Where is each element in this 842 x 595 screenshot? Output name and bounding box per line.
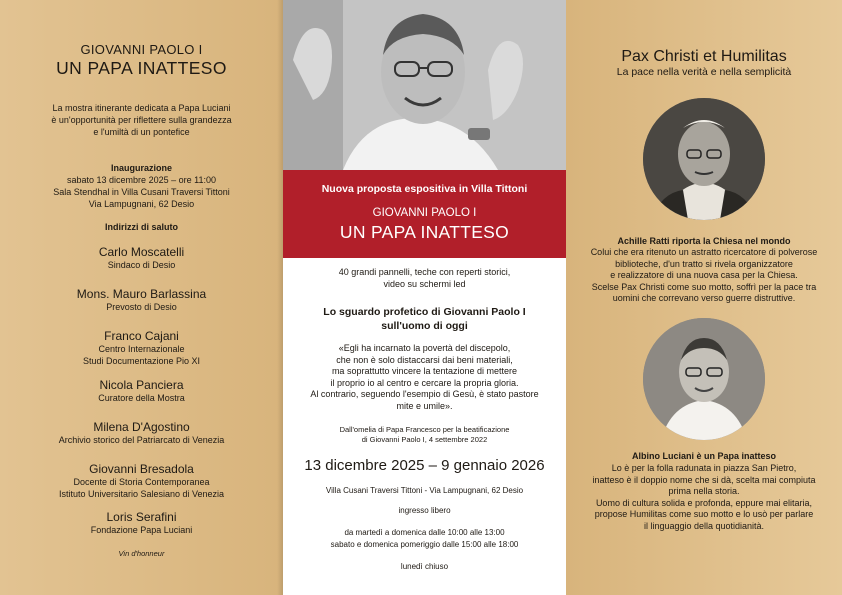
admission-note: ingresso libero <box>398 506 451 515</box>
luciani-heading: Albino Luciani è un Papa inatteso <box>631 451 777 461</box>
speaker-item: Franco Cajani Centro Internazionale Studi Documentazione Pio XI <box>82 329 201 366</box>
exhibit-description: 40 grandi pannelli, teche con reperti storici, video su schermi led <box>338 267 511 289</box>
exhibit-subtitle: Lo sguardo profetico di Giovanni Paolo I sull'uomo di oggi <box>323 306 526 332</box>
portrait-albino-luciani <box>643 318 765 440</box>
left-panel <box>0 0 283 595</box>
speaker-item: Loris Serafini Fondazione Papa Luciani <box>90 510 193 535</box>
pope-photo-icon <box>283 0 566 170</box>
speaker-item: Nicola Panciera Curatore della Mostra <box>98 378 185 403</box>
speaker-item: Mons. Mauro Barlassina Prevosto di Desio <box>76 287 207 312</box>
right-title: Pax Christi et Humilitas <box>621 48 787 65</box>
banner-name: GIOVANNI PAOLO I <box>372 207 477 219</box>
right-panel <box>566 0 842 595</box>
ratti-text: Colui che era ritenuto un astratto ricercatore di polverose biblioteche, d'un tratto si rivela organizzatore e realizzatore di una nuova casa per la Chiesa. Scelse Pax Christi come suo motto, soffrì per la pace tra uomini che correvano verso guerre distruttive. <box>590 247 818 303</box>
left-kicker: GIOVANNI PAOLO I <box>80 42 203 57</box>
left-title: UN PAPA INATTESO <box>56 58 227 78</box>
center-panel <box>283 0 566 595</box>
left-intro: La mostra itinerante dedicata a Papa Luciani è un'opportunità per riflettere sulla grandezza e l'umiltà di un pontefice <box>51 103 232 137</box>
greetings-heading: Indirizzi di saluto <box>104 222 178 232</box>
pope-photo <box>283 0 566 170</box>
portrait-luciani-icon <box>643 318 765 440</box>
opening-hours: da martedì a domenica dalle 10:00 alle 13:00 sabato e domenica pomeriggio dalle 15:00 alle 18:00 <box>330 528 519 549</box>
ratti-heading: Achille Ratti riporta la Chiesa nel mondo <box>617 236 791 246</box>
speaker-item: Carlo Moscatelli Sindaco di Desio <box>98 245 185 270</box>
banner-kicker: Nuova proposta espositiva in Villa Tittoni <box>321 183 528 195</box>
closed-day: lunedì chiuso <box>400 562 449 571</box>
speaker-item: Giovanni Bresadola Docente di Storia Contemporanea Istituto Universitario Salesiano di Venezia <box>58 462 225 499</box>
exhibit-venue: Villa Cusani Traversi Tittoni - Via Lampugnani, 62 Desio <box>325 486 524 495</box>
red-banner <box>283 170 566 258</box>
inauguration-heading: Inaugurazione <box>110 163 172 173</box>
exhibit-dates: 13 dicembre 2025 – 9 gennaio 2026 <box>304 457 545 474</box>
speaker-list <box>0 245 283 552</box>
portrait-ratti-icon <box>643 98 765 220</box>
quote-source: Dall'omelia di Papa Francesco per la beatificazione di Giovanni Paolo I, 4 settembre 2022 <box>339 425 510 444</box>
portrait-achille-ratti <box>643 98 765 220</box>
vin-dhonneur-note: Vin d'honneur <box>118 549 165 558</box>
homily-quote: «Egli ha incarnato la povertà del discepolo, che non è solo distaccarsi dai beni materiali, ma soprattutto vincere la tentazione di mettere il proprio io al centro e cercare la propria gloria. Al contrario, seguendo l'esempio di Gesù, è stato pastore mite e umile». <box>310 343 539 411</box>
banner-title: UN PAPA INATTESO <box>339 222 510 242</box>
inauguration-block: Inaugurazione sabato 13 dicembre 2025 – ore 11:00 Sala Stendhal in Villa Cusani Traversi Tittoni Via Lampugnani, 62 Desio <box>0 162 283 210</box>
luciani-text: Lo è per la folla radunata in piazza San Pietro, inatteso è il doppio nome che si dà, scelta mai compiuta prima nella storia. Uomo di cultura solida e profonda, eppure mai elitaria, propose Humilitas come suo motto e lo usò per parlare il linguaggio della quotidianità. <box>592 463 816 531</box>
speaker-item: Milena D'Agostino Archivio storico del Patriarcato di Venezia <box>58 420 225 445</box>
right-subtitle: La pace nella verità e nella semplicità <box>616 66 792 78</box>
